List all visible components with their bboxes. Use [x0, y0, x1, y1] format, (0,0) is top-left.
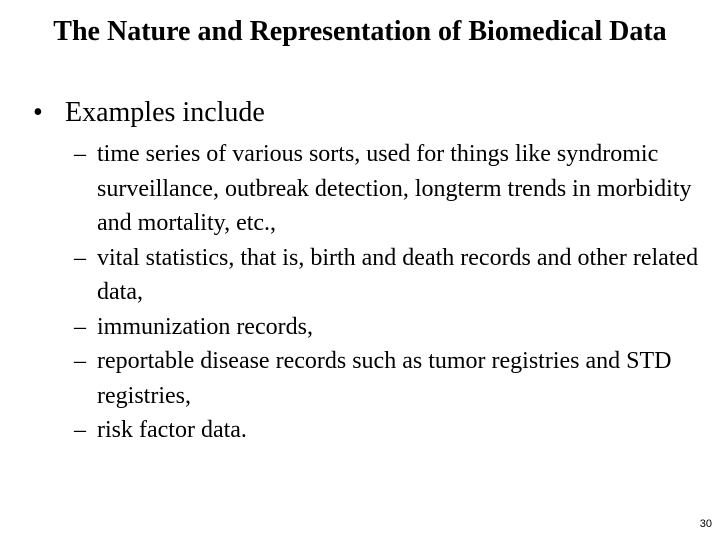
list-item-risk-factor: [74, 413, 704, 448]
list-item-text: risk factor data.: [97, 417, 247, 443]
slide-title: The Nature and Representation of Biomedical Data: [53, 16, 667, 47]
list-item-text: time series of various sorts, used for things like syndromic surveillance, outbreak detection, longterm trends in morbidity and mortality, etc.,: [97, 141, 692, 236]
dash-marker: –: [74, 348, 86, 374]
bullet-examples: [33, 95, 265, 131]
dash-marker: –: [74, 417, 86, 443]
list-item-immunization: [74, 310, 704, 345]
bullet-marker: •: [33, 97, 43, 128]
list-item-text: vital statistics, that is, birth and death records and other related data,: [97, 244, 699, 305]
dash-marker: –: [74, 313, 86, 340]
list-item-time-series: [74, 137, 704, 241]
bullet-text: Examples include: [65, 97, 265, 128]
list-item-vital-statistics: [74, 241, 704, 310]
dash-marker: –: [74, 141, 86, 167]
dash-marker: –: [74, 244, 86, 271]
examples-list: [74, 137, 704, 448]
page-number: 30: [699, 518, 712, 530]
list-item-text: immunization records,: [97, 313, 313, 340]
list-item-text: reportable disease records such as tumor registries and STD registries,: [97, 348, 672, 409]
list-item-reportable-disease: [74, 344, 704, 413]
